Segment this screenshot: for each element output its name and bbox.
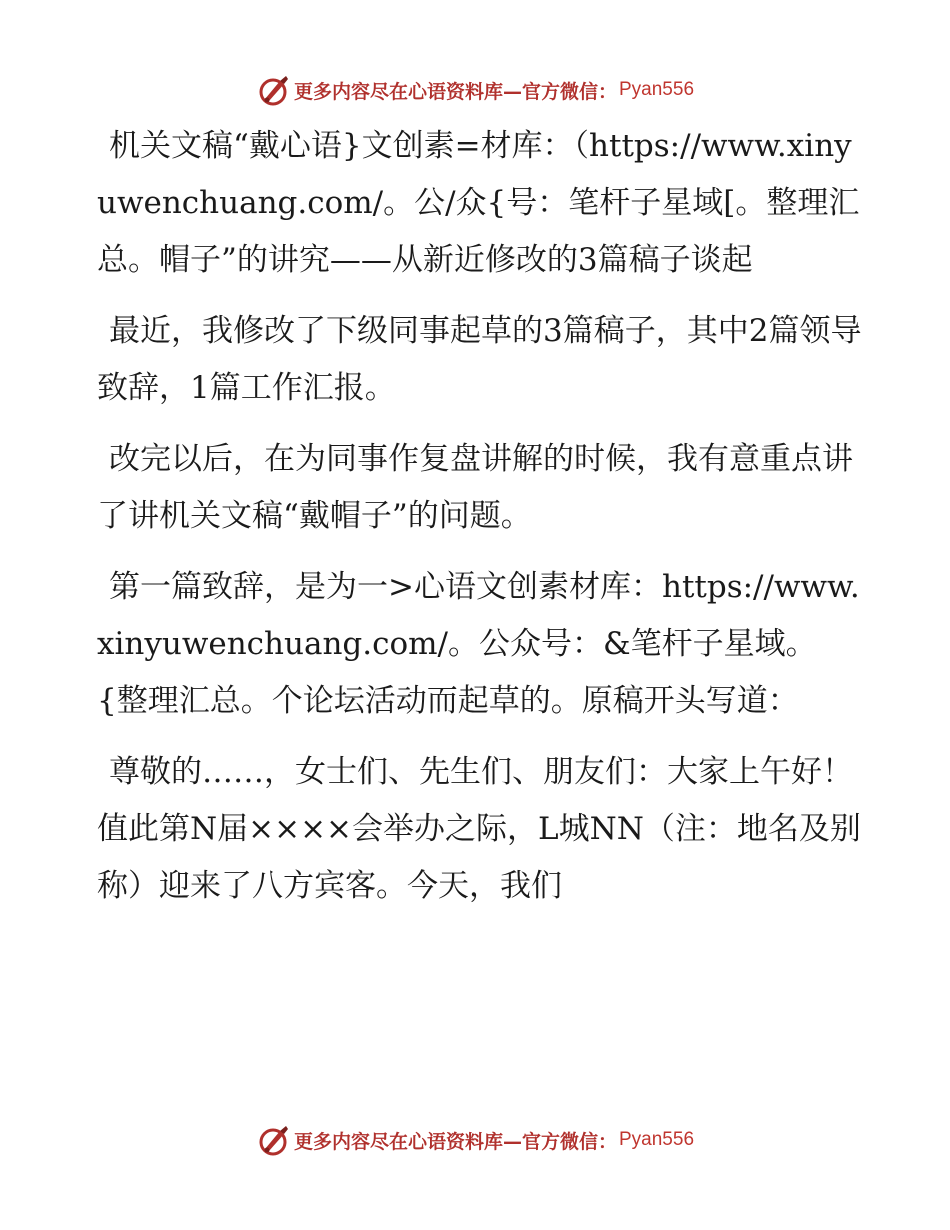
document-body <box>97 118 867 929</box>
header-banner-id: Pyan556 <box>619 79 695 100</box>
footer-banner-id: Pyan556 <box>619 1129 695 1150</box>
brush-pen-logo-icon <box>256 1123 290 1157</box>
paragraph-title: 机关文稿“戴心语}文创素=材库：（https://www.xinyuwenchuang.com/。公/众{号：笔杆子星域[。整理汇总。帽子”的讲究——从新近修改的3篇稿子谈起 <box>97 128 860 278</box>
paragraph: 第一篇致辞，是为一>心语文创素材库：https://www.xinyuwenchuang.com/。公众号：&笔杆子星域。{整理汇总。个论坛活动而起草的。原稿开头写道： <box>97 569 860 719</box>
footer-banner <box>0 1120 950 1160</box>
footer-banner-text: 更多内容尽在心语资料库—官方微信： <box>293 1130 617 1153</box>
header-banner <box>0 70 950 110</box>
paragraph: 尊敬的……，女士们、先生们、朋友们：大家上午好！值此第N届××××会举办之际，L城NN（注：地名及别称）迎来了八方宾客。今天，我们 <box>97 754 861 904</box>
brush-pen-logo-icon <box>256 73 290 107</box>
paragraph: 改完以后，在为同事作复盘讲解的时候，我有意重点讲了讲机关文稿“戴帽子”的问题。 <box>97 441 853 534</box>
header-banner-text: 更多内容尽在心语资料库—官方微信： <box>293 80 617 103</box>
paragraph: 最近，我修改了下级同事起草的3篇稿子，其中2篇领导致辞，1篇工作汇报。 <box>97 313 862 406</box>
